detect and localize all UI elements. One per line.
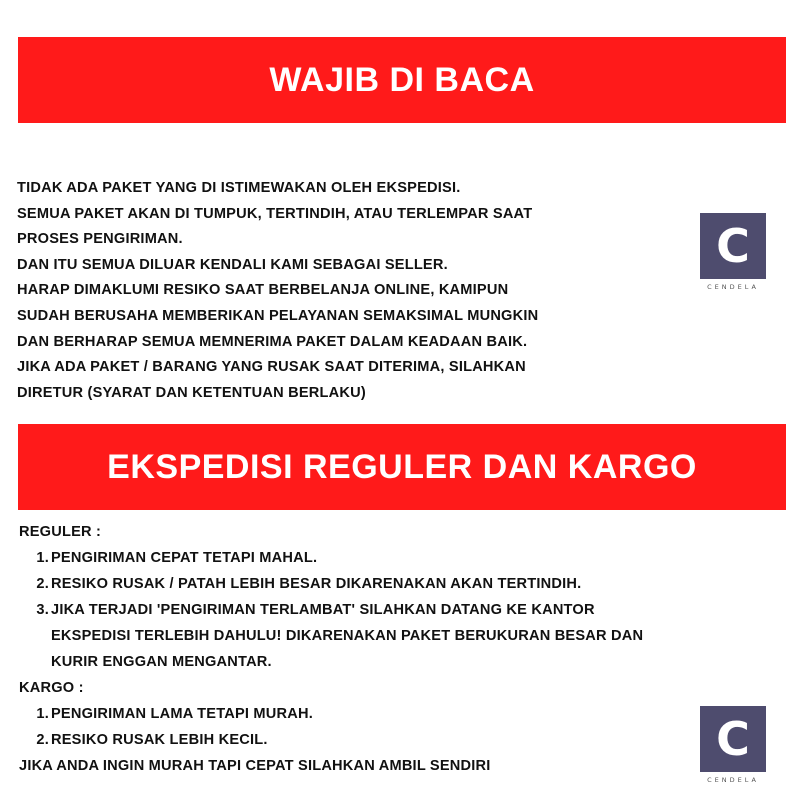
item-text: JIKA TERJADI 'PENGIRIMAN TERLAMBAT' SILAHKAN DATANG KE KANTOR [51,602,595,618]
logo-name: CENDELA [707,776,759,784]
cendela-logo [700,213,766,291]
notice-line: TIDAK ADA PAKET YANG DI ISTIMEWAKAN OLEH EKSPEDISI. [17,180,461,196]
item-text: RESIKO RUSAK LEBIH KECIL. [51,732,268,748]
logo-letter-box [700,706,766,772]
item-number: 3. [36,602,49,618]
notice-line: SEMUA PAKET AKAN DI TUMPUK, TERTINDIH, ATAU TERLEMPAR SAAT [17,205,533,222]
item-text: RESIKO RUSAK / PATAH LEBIH BESAR DIKARENAKAN AKAN TERTINDIH. [51,576,582,592]
list-item [19,727,779,753]
notice-line: DAN ITU SEMUA DILUAR KENDALI KAMI SEBAGAI SELLER. [17,256,448,273]
banner-wajib-di-baca [18,37,786,123]
item-continuation: EKSPEDISI TERLEBIH DAHULU! DIKARENAKAN PAKET BERUKURAN BESAR DAN [51,628,644,644]
notice-line: PROSES PENGIRIMAN. [17,231,183,248]
notice-line: DAN BERHARAP SEMUA MEMNERIMA PAKET DALAM KEADAAN BAIK. [17,333,528,350]
logo-name: CENDELA [707,283,759,291]
item-number: 1. [36,706,49,722]
logo-letter: C [716,712,750,766]
notice-line: JIKA ADA PAKET / BARANG YANG RUSAK SAAT DITERIMA, SILAHKAN [17,359,526,376]
banner-ekspedisi [18,424,786,510]
expedition-section [19,519,779,779]
item-text: PENGIRIMAN LAMA TETAPI MURAH. [51,706,313,722]
reguler-heading: REGULER : [19,524,102,540]
list-item [19,571,779,597]
notice-paragraph [17,176,687,406]
item-continuation: KURIR ENGGAN MENGANTAR. [51,654,272,670]
notice-line: SUDAH BERUSAHA MEMBERIKAN PELAYANAN SEMAKSIMAL MUNGKIN [17,307,539,324]
item-number: 2. [36,732,49,748]
notice-line: DIRETUR (SYARAT DAN KETENTUAN BERLAKU) [17,384,366,401]
footer-note: JIKA ANDA INGIN MURAH TAPI CEPAT SILAHKAN AMBIL SENDIRI [19,758,491,774]
kargo-heading: KARGO : [19,680,84,696]
item-number: 1. [36,550,49,566]
list-item [19,545,779,571]
item-number: 2. [36,576,49,592]
logo-letter-box [700,213,766,279]
list-item [19,597,779,623]
list-item [19,701,779,727]
logo-letter: C [716,219,750,273]
item-text: PENGIRIMAN CEPAT TETAPI MAHAL. [51,550,318,566]
banner-title: WAJIB DI BACA [269,60,535,99]
banner-title: EKSPEDISI REGULER DAN KARGO [107,447,697,486]
notice-line: HARAP DIMAKLUMI RESIKO SAAT BERBELANJA ONLINE, KAMIPUN [17,282,509,299]
cendela-logo [700,706,766,784]
